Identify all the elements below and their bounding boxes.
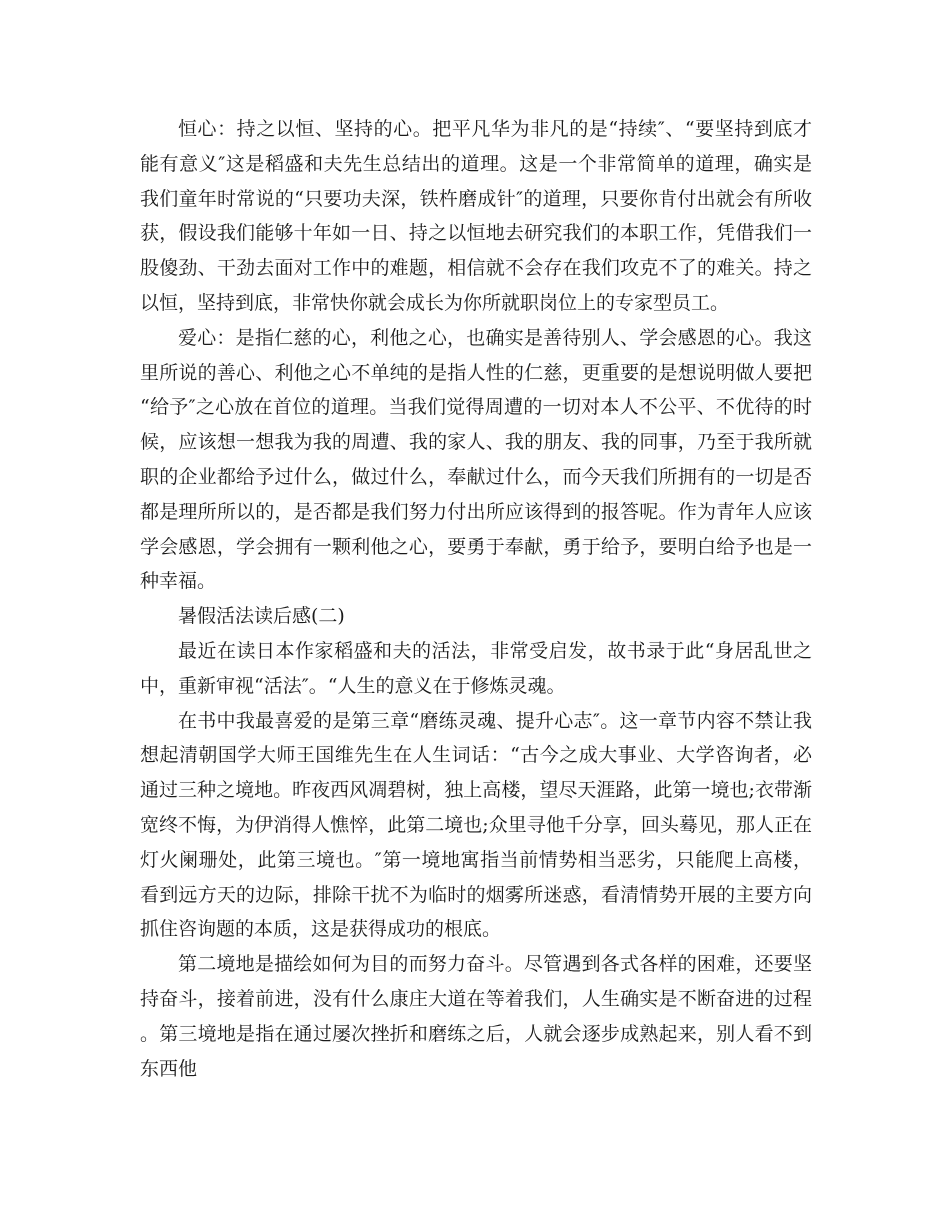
paragraph-kindness: 爱心：是指仁慈的心，利他之心，也确实是善待别人、学会感恩的心。我这里所说的善心、利他之心不单纯的是指人性的仁慈，更重要的是想说明做人要把“给予″之心放在首位的道理。当我们觉得周遭的一切对本人不公平、不优待的时候，应该想一想我为我的周遭、我的家人、我的朋友、我的同事，乃至于我所就职的企业都给予过什么，做过什么，奉献过什么，而今天我们所拥有的一切是否都是理所所以的，是否都是我们努力付出所应该得到的报答呢。作为青年人应该学会感恩，学会拥有一颗利他之心，要勇于奉献，勇于给予，要明白给予也是一种幸福。: [140, 326, 812, 593]
paragraph-second-realm: 第二境地是描绘如何为目的而努力奋斗。尽管遇到各式各样的困难，还要坚持奋斗，接着前进，没有什么康庄大道在等着我们，人生确实是不断奋进的过程。第三境地是指在通过屡次挫折和磨练之后，人就会逐步成熟起来，别人看不到东西他: [140, 953, 812, 1080]
document-page: [140, 112, 812, 1086]
paragraph-three-realms: 在书中我最喜爱的是第三章“磨练灵魂、提升心志″。这一章节内容不禁让我想起清朝国学大师王国维先生在人生词话：“古今之成大事业、大学咨询者，必通过三种之境地。昨夜西风凋碧树，独上高楼，望尽天涯路，此第一境也;衣带渐宽终不悔，为伊消得人憔悴，此第二境也;众里寻他千分享，回头蓦见，那人正在灯火阑珊处，此第三境也。″第一境地寓指当前情势相当恶劣，只能爬上高楼，看到远方天的边际，排除干扰不为临时的烟雾所迷惑，看清情势开展的主要方向抓住咨询题的本质，这是获得成功的根底。: [140, 709, 812, 941]
paragraph-perseverance: 恒心：持之以恒、坚持的心。把平凡华为非凡的是“持续″、“要坚持到底才能有意义″这是稻盛和夫先生总结出的道理。这是一个非常简单的道理，确实是我们童年时常说的“只要功夫深，铁杵磨成针″的道理，只要你肯付出就会有所收获，假设我们能够十年如一日、持之以恒地去研究我们的本职工作，凭借我们一股傻劲、干劲去面对工作中的难题，相信就不会存在我们攻克不了的难关。持之以恒，坚持到底，非常快你就会成长为你所就职岗位上的专家型员工。: [140, 118, 812, 314]
section-subtitle: 暑假活法读后感(二): [178, 605, 345, 628]
paragraph-intro: 最近在读日本作家稻盛和夫的活法，非常受启发，故书录于此“身居乱世之中，重新审视“活法″。“人生的意义在于修炼灵魂。: [140, 639, 812, 697]
